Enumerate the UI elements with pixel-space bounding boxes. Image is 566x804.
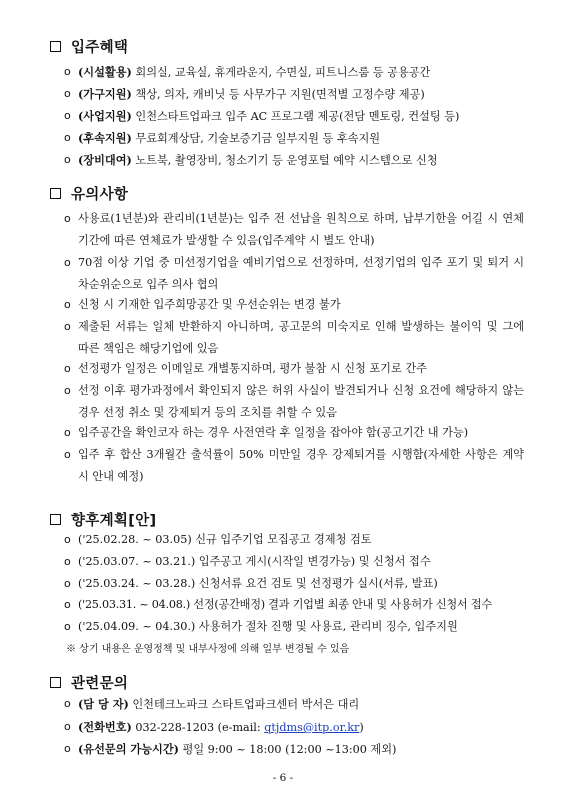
schedule-item: o ('25.02.28. ~ 03.05) 신규 입주기업 모집공고 경제청 검토 bbox=[64, 533, 372, 546]
contact-phone: o (전화번호) 032-228-1203 (e-mail: qtjdms@itp.or.kr) bbox=[64, 720, 364, 734]
list-item: o (사업지원) 인천스타트업파크 입주 AC 프로그램 제공(전담 멘토링, 컨설팅 등) bbox=[64, 109, 460, 123]
bullet-icon: o bbox=[64, 620, 71, 633]
checkbox-icon bbox=[50, 41, 61, 52]
schedule-item: o ('25.03.24. ~ 03.28.) 신청서류 요건 검토 및 선정평가 실시(서류, 발표) bbox=[64, 577, 438, 590]
list-item: o (가구지원) 책상, 의자, 캐비닛 등 사무가구 지원(면적별 고정수량 제공) bbox=[64, 87, 425, 101]
bullet-icon: o bbox=[64, 109, 71, 122]
bullet-icon: o bbox=[64, 555, 71, 568]
bullet-icon: o bbox=[64, 598, 71, 611]
contact-hours: o (유선문의 가능시간) 평일 9:00 ~ 18:00 (12:00 ~13:00 제외) bbox=[64, 742, 397, 756]
bullet-icon: o bbox=[64, 362, 71, 375]
bullet-icon: o bbox=[64, 697, 71, 710]
bullet-icon: o bbox=[64, 320, 71, 333]
list-item: o (시설활용) 회의실, 교육실, 휴게라운지, 수면실, 피트니스룸 등 공용공간 bbox=[64, 65, 431, 79]
section-heading-contact: 관련문의 bbox=[50, 672, 128, 692]
schedule-item: o ('25.04.09. ~ 04.30.) 사용허가 절차 진행 및 사용료, 관리비 징수, 입주지원 bbox=[64, 620, 458, 633]
section-heading-plan: 향후계획[안] bbox=[50, 509, 156, 529]
schedule-item: o ('25.03.31. ~ 04.08.) 선정(공간배정) 결과 기업별 최종 안내 및 사용허가 신청서 접수 bbox=[64, 598, 492, 611]
bullet-icon: o bbox=[64, 87, 71, 100]
bullet-icon: o bbox=[64, 448, 71, 461]
bullet-icon: o bbox=[64, 720, 71, 733]
list-item: o (후속지원) 무료회계상담, 기술보증기금 일부지원 등 후속지원 bbox=[64, 131, 381, 145]
page-number: - 6 - bbox=[272, 772, 294, 784]
bullet-icon: o bbox=[64, 153, 71, 166]
section-heading-benefits: 입주혜택 bbox=[50, 36, 128, 56]
bullet-icon: o bbox=[64, 212, 71, 225]
section-heading-notes: 유의사항 bbox=[50, 183, 128, 203]
bullet-icon: o bbox=[64, 577, 71, 590]
document-page: 입주혜택 o (시설활용) 회의실, 교육실, 휴게라운지, 수면실, 피트니스룸 등 공용공간 o (가구지원) 책상, 의자, 캐비닛 등 사무가구 지원(면적별 고정수량 제공) o (사업지원) 인천스타트업파크 입주 AC 프로그램 제공(전담 멘토링, 컨설팅 등) o (후속지원) 무료회계상담, 기술보증기금 일부지원 등 후속지원 o (장비대여) 노트북, 촬영장비, 청소기기 등 운영포털 예약 시스템으로 신청 유의사항 o 사용료(1년분)와 관리비(1년분)는 입주 전 선납을 원칙으로 하며, 납부기한을 어길 시 연체기간에 따른 연체료가 발생할 수 있음(입주계약 시 별도 안내) o 70점 이상 기업 중 미선정기업을 예비기업으로 선정하며, 선정기업의 입주 포기 및 퇴거 시 차순위순으로 입주 의사 협의 o 신청 시 기재한 입주희망공간 및 우선순위는 변경 불가 o 제출된 서류는 일체 반환하지 아니하며, 공고문의 미숙지로 인해 발생하는 불이익 및 그에 따른 책임은 해당기업에 있음 o 선정평가 일정은 이메일로 개별통지하며, 평가 불참 시 신청 포기로 간주 o 선정 이후 평가과정에서 확인되지 않은 허위 사실이 발견되거나 신청 요건에 해당하지 않는 경우 선정 취소 및 강제퇴거 등의 조치를 취할 수 있음 o 입주공간을 확인코자 하는 경우 사전연락 후 일정을 잡아야 함(공고기간 내 가능) o 입주 후 합산 3개월간 출석률이 50% 미만일 경우 강제퇴거를 시행함(자세한 사항은 계약 시 안내 예정) 향후계획[안] o ('25.02.28. ~ 03.05) 신규 입주기업 모집공고 경제청 검토 o ('25.03.07. ~ 03.21.) 입주공고 게시(시작일 변경가능) 및 신청서 접수 o ('25.03.24. ~ 03.28.) 신청서류 요건 검토 및 선정평가 실시(서류, 발표) o ('25.03.31. ~ 04.08.) 선정(공간배정) 결과 기업별 최종 안내 및 사용허가 신청서 접수 o ('25.04.09. ~ 04.30.) 사용허가 절차 진행 및 사용료, 관리비 징수, 입주지원 ※ 상기 내용은 운영정책 및 내부사정에 의해 일부 변경될 수 있음 관련문의 o (담 당 자) 인천테크노파크 스타트업파크센터 박서은 대리 o (전화번호) 032-228-1203 (e-mail: qtjdms@itp.or.kr) o (유선문의 가능시간) 평일 9:00 ~ 18:00 (12:00 ~13:00 제외) - 6 - bbox=[0, 0, 566, 804]
schedule-item: o ('25.03.07. ~ 03.21.) 입주공고 게시(시작일 변경가능) 및 신청서 접수 bbox=[64, 555, 431, 568]
list-item: o (장비대여) 노트북, 촬영장비, 청소기기 등 운영포털 예약 시스템으로 신청 bbox=[64, 153, 438, 167]
plan-note: ※ 상기 내용은 운영정책 및 내부사정에 의해 일부 변경될 수 있음 bbox=[66, 644, 350, 655]
email-link[interactable]: qtjdms@itp.or.kr bbox=[264, 721, 360, 734]
bullet-icon: o bbox=[64, 742, 71, 755]
bullet-icon: o bbox=[64, 426, 71, 439]
bullet-icon: o bbox=[64, 384, 71, 397]
bullet-icon: o bbox=[64, 256, 71, 269]
bullet-icon: o bbox=[64, 298, 71, 311]
checkbox-icon bbox=[50, 188, 61, 199]
checkbox-icon bbox=[50, 677, 61, 688]
bullet-icon: o bbox=[64, 131, 71, 144]
checkbox-icon bbox=[50, 514, 61, 525]
bullet-icon: o bbox=[64, 533, 71, 546]
bullet-icon: o bbox=[64, 65, 71, 78]
contact-manager: o (담 당 자) 인천테크노파크 스타트업파크센터 박서은 대리 bbox=[64, 697, 360, 711]
